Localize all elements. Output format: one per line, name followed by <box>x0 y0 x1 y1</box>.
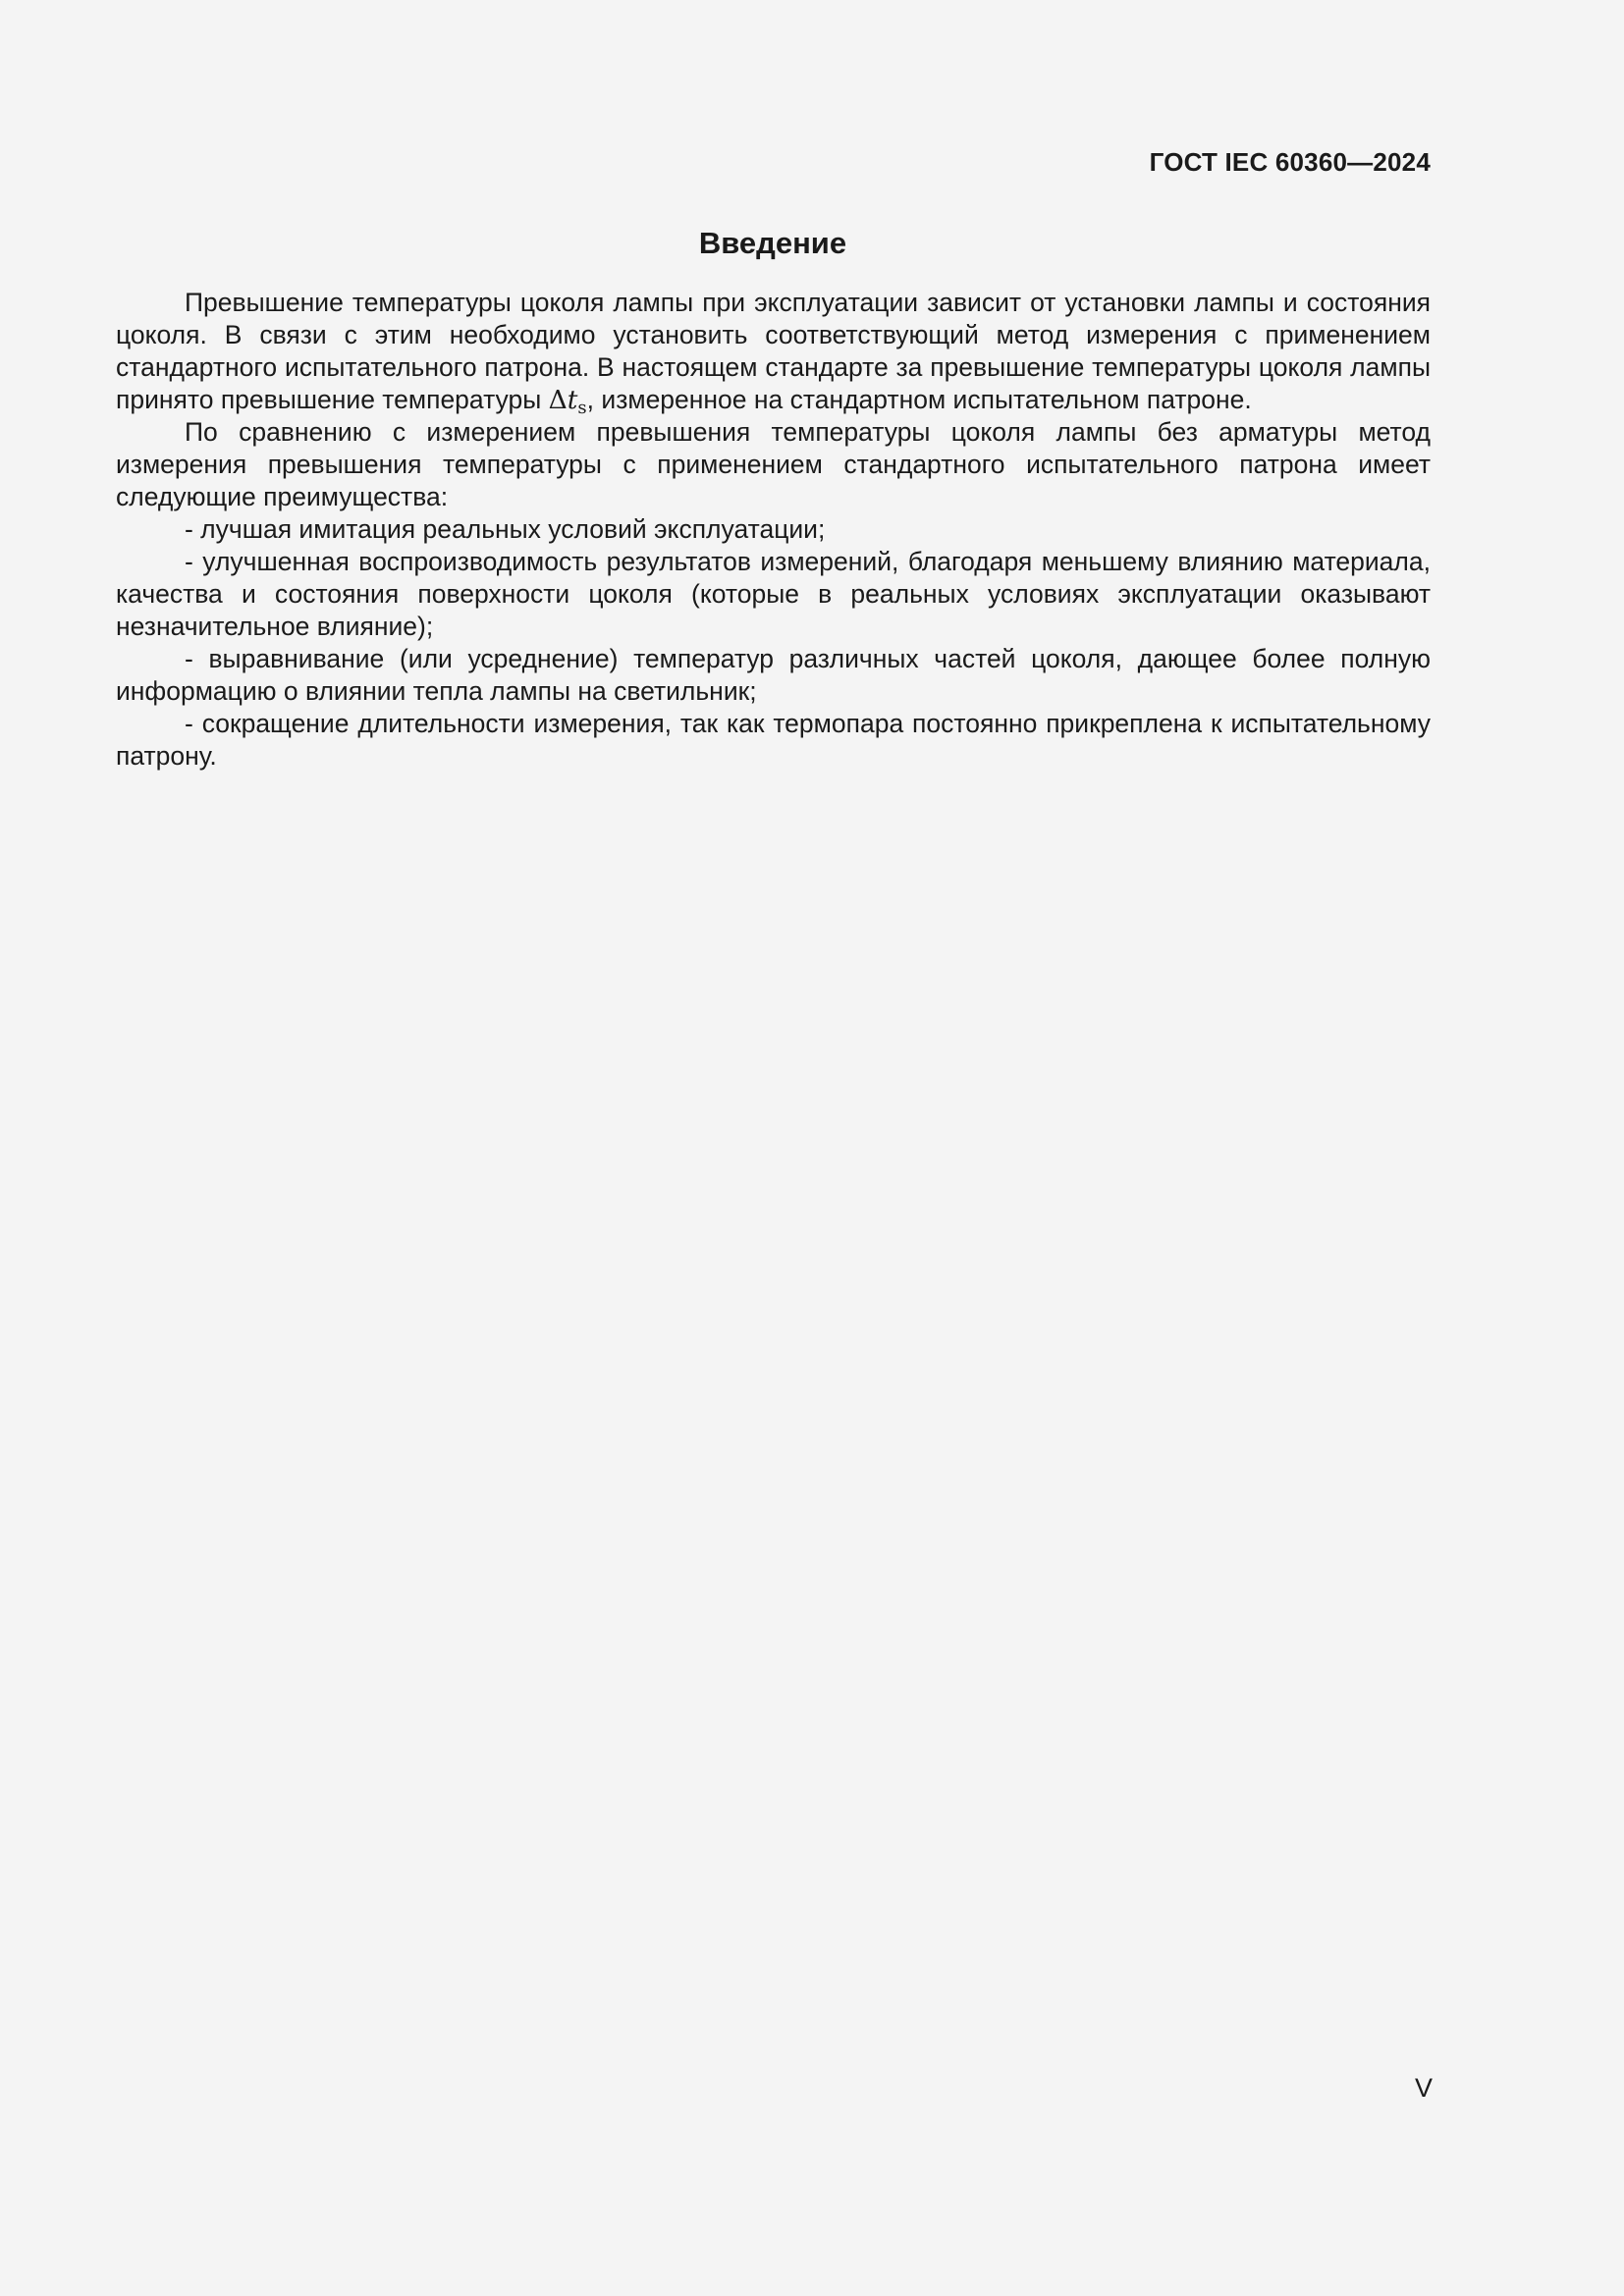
delta-t-symbol <box>548 385 587 418</box>
paragraph-comparison: По сравнению с измерением превышения температуры цоколя лампы без арматуры метод измерения превышения температуры с применением стандартного испытательного патрона имеет следующие преимущества: <box>116 417 1431 511</box>
list-item: - выравнивание (или усреднение) температур различных частей цоколя, дающее более полную информацию о влиянии тепла лампы на светильник; <box>116 644 1431 706</box>
paragraph-intro-text: Превышение температуры цоколя лампы при эксплуатации зависит от установки лампы и состояния цоколя. В связи с этим необходимо установить соответствующий метод измерения с применением стандартного испытательного патрона. В настоящем стандарте за превышение температуры цоколя лампы принято превышение температуры <box>116 288 1431 414</box>
document-body <box>116 287 1431 773</box>
list-item: - сокращение длительности измерения, так как термопара постоянно прикреплена к испытательному патрону. <box>116 709 1431 771</box>
list-item: - лучшая имитация реальных условий эксплуатации; <box>185 514 826 544</box>
paragraph-intro <box>116 287 1431 416</box>
s-subscript: s <box>577 398 587 418</box>
list-item: - улучшенная воспроизводимость результатов измерений, благодаря меньшему влиянию материала, качества и состояния поверхности цоколя (которые в реальных условиях эксплуатации оказывают незначительное влияние); <box>116 547 1431 641</box>
section-title: Введение <box>698 226 847 260</box>
t-symbol: t <box>567 385 578 415</box>
page-number: V <box>1414 2073 1433 2103</box>
document-code: ГОСТ IEC 60360—2024 <box>1149 147 1431 177</box>
paragraph-intro-tail: , измеренное на стандартном испытательном патроне. <box>586 385 1252 414</box>
delta-symbol: Δ <box>548 385 568 415</box>
